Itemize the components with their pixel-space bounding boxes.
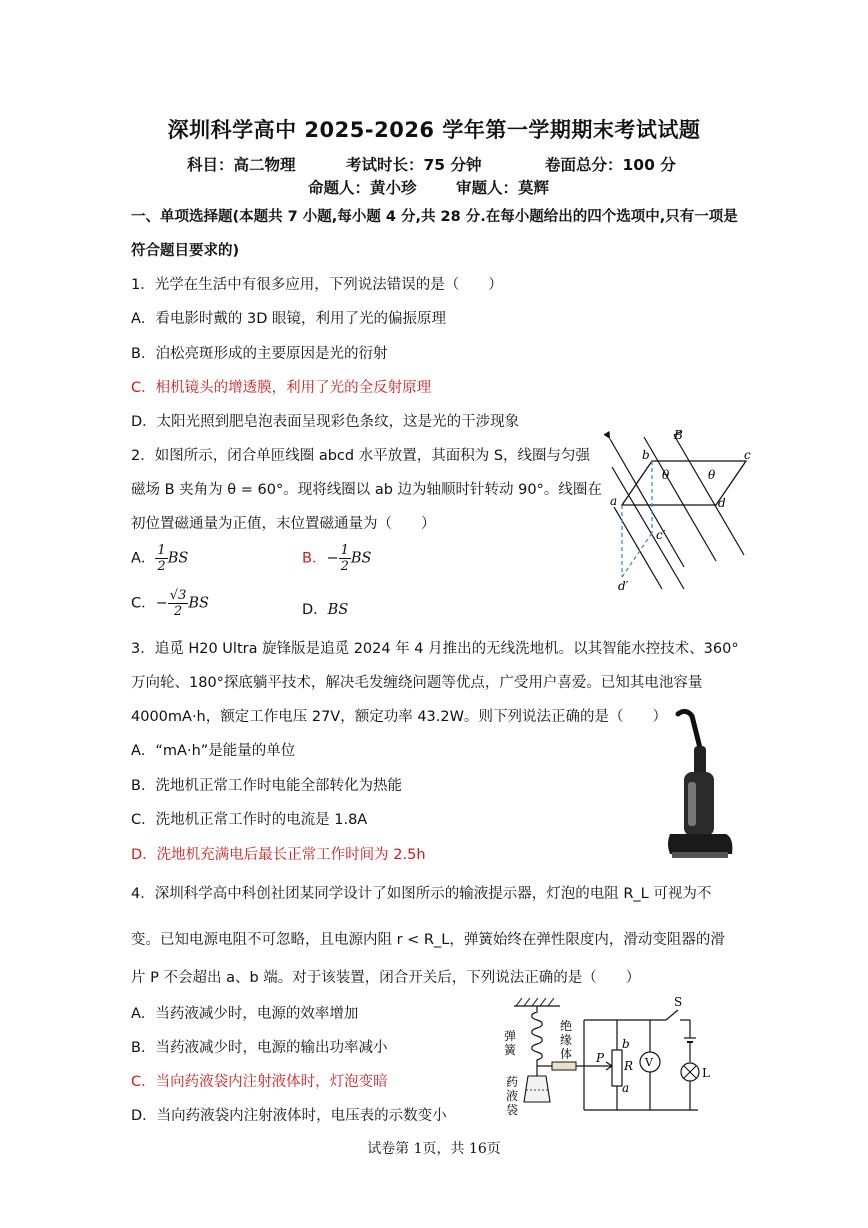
fig-label-R: R xyxy=(624,1059,634,1073)
q4-option-b: B．当药液减少时，电源的输出功率减小 xyxy=(131,1040,388,1056)
fig-label-spring-1: 弹 xyxy=(504,1029,517,1043)
q4-option-d: D．当向药液袋内注射液体时，电压表的示数变小 xyxy=(131,1108,447,1124)
q3-stem-line2: 万向轮、180°探底躺平技术，解决毛发缠绕问题等优点，广受用户喜爱。已知其电池容量 xyxy=(131,675,703,691)
q3-option-a: A．“mA·h”是能量的单位 xyxy=(131,743,296,759)
reviewer-label: 审题人：莫辉 xyxy=(456,179,550,197)
section-heading: 一、单项选择题(本题共 7 小题,每小题 4 分,共 28 分.在每小题给出的四个选项中,只有一项是 xyxy=(131,209,738,225)
q3-option-d: D．洗地机充满电后最长正常工作时间为 2.5h xyxy=(131,847,426,863)
fig-label-b: b xyxy=(642,448,650,462)
fig-label-spring-2: 簧 xyxy=(504,1043,517,1057)
fig-label-bag-2: 液 xyxy=(506,1089,519,1103)
q1-stem: 1．光学在生活中有很多应用，下列说法错误的是（ ） xyxy=(131,277,503,293)
floor-washer-image xyxy=(664,708,740,864)
fig-label-a: a xyxy=(610,494,618,508)
duration-label: 考试时长：75 分钟 xyxy=(346,156,482,174)
fig-label-V: V xyxy=(645,1056,653,1069)
fig-label-insulator-2: 缘 xyxy=(560,1033,573,1047)
fig-label-c: c xyxy=(744,448,751,462)
q2-coil-figure xyxy=(604,427,764,597)
subject-label: 科目：高二物理 xyxy=(187,156,296,174)
q3-stem-line3: 4000mA·h，额定工作电压 27V，额定功率 43.2W。则下列说法正确的是（ ） xyxy=(131,709,667,725)
author-label: 命题人：黄小珍 xyxy=(308,179,417,197)
q4-stem-line1: 4．深圳科学高中科创社团某同学设计了如图所示的输液提示器，灯泡的电阻 R_L 可视为不 xyxy=(131,886,712,902)
q4-circuit-figure xyxy=(500,990,718,1122)
q4-option-c: C．当向药液袋内注射液体时，灯泡变暗 xyxy=(131,1074,388,1090)
fig-label-bag-1: 药 xyxy=(506,1075,519,1089)
q2-stem-line1: 2．如图所示，闭合单匝线圈 abcd 水平放置，其面积为 S，线圈与匀强 xyxy=(131,448,591,464)
fig-theta-2: θ xyxy=(708,468,716,482)
q1-option-b: B．泊松亮斑形成的主要原因是光的衍射 xyxy=(131,346,388,362)
q2-option-c: C．− $\frac{√3}{2}$ BS xyxy=(131,588,209,619)
fig-label-L: L xyxy=(702,1066,710,1080)
q2-stem-line3: 初位置磁通量为正值，末位置磁通量为（ ） xyxy=(131,516,436,532)
fig-label-a: a xyxy=(622,1081,630,1095)
q4-stem-line3: 片 P 不会超出 a、b 端。对于该装置，闭合开关后，下列说法正确的是（ ） xyxy=(131,970,641,986)
q1-option-d: D．太阳光照到肥皂泡表面呈现彩色条纹，这是光的干涉现象 xyxy=(131,414,520,430)
total-score-label: 卷面总分：100 分 xyxy=(545,156,676,174)
q4-option-a: A．当药液减少时，电源的效率增加 xyxy=(131,1006,359,1022)
fig-label-d: d xyxy=(718,496,726,510)
fig-label-S: S xyxy=(674,995,683,1009)
q1-option-a: A．看电影时戴的 3D 眼镜，利用了光的偏振原理 xyxy=(131,311,447,327)
exam-title: 深圳科学高中 2025-2026 学年第一学期期末考试试题 xyxy=(167,118,701,142)
q4-stem-line2: 变。已知电源电阻不可忽略，且电源内阻 r < R_L，弹簧始终在弹性限度内，滑动变阻器的滑 xyxy=(131,932,725,948)
q2-option-b: B．− $\frac{1}{2}$ BS xyxy=(302,543,372,574)
fig-label-c-prime: c′ xyxy=(656,528,666,542)
q2-stem-line2: 磁场 B 夹角为 θ = 60°。现将线圈以 ab 边为轴顺时针转动 90°。线圈在 xyxy=(131,482,602,498)
q2-option-a: A． $\frac{1}{2}$ BS xyxy=(131,543,189,574)
fig-label-insulator-1: 绝 xyxy=(560,1019,573,1033)
page-footer: 试卷第 1页，共 16页 xyxy=(367,1141,501,1157)
fig-label-d-prime: d′ xyxy=(618,579,629,593)
section-heading-cont: 符合题目要求的) xyxy=(131,243,240,259)
fig-label-P: P xyxy=(596,1051,605,1065)
q3-option-c: C．洗地机正常工作时的电流是 1.8A xyxy=(131,812,368,828)
fig-theta-1: θ xyxy=(662,468,670,482)
fig-label-b: b xyxy=(622,1037,630,1051)
q2-option-d: D．BS xyxy=(302,602,349,618)
fig-label-bag-3: 袋 xyxy=(506,1103,519,1117)
fig-label-insulator-3: 体 xyxy=(560,1047,573,1061)
fig-label-B: B xyxy=(674,428,683,442)
q3-option-b: B．洗地机正常工作时电能全部转化为热能 xyxy=(131,778,402,794)
q1-option-c: C．相机镜头的增透膜，利用了光的全反射原理 xyxy=(131,380,432,396)
q3-stem-line1: 3．追觅 H20 Ultra 旋锋版是追觅 2024 年 4 月推出的无线洗地机。以其智能水控技术、360° xyxy=(131,641,739,657)
